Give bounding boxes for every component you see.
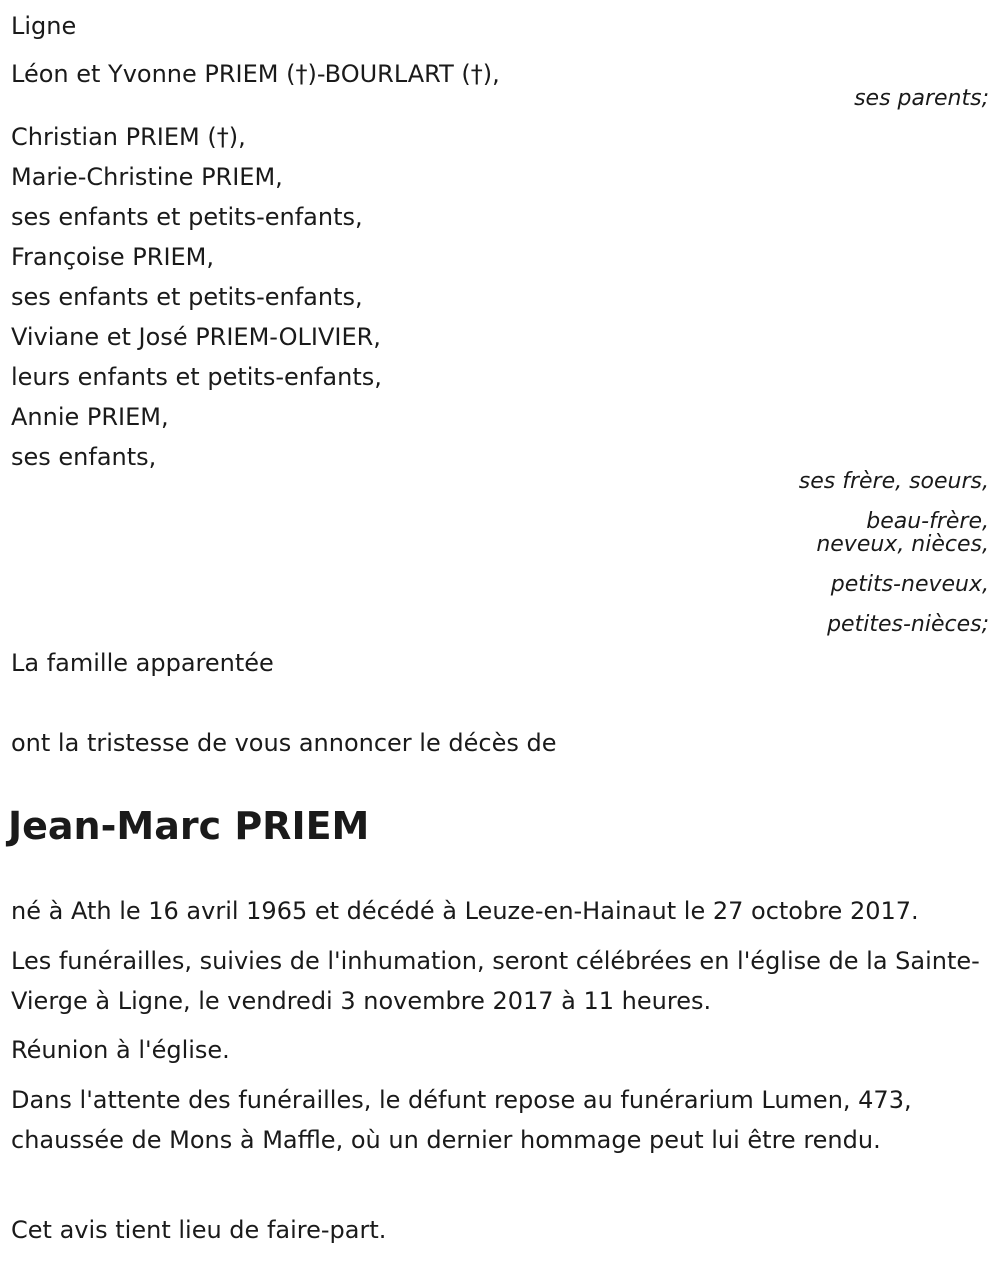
meeting-info: Réunion à l'église.	[11, 1036, 230, 1064]
visitation-info: Dans l'attente des funérailles, le défunt repose au funérarium Lumen, 473, chaussée de Mons à Maffle, où un dernier hommage peut lui être rendu.	[11, 1086, 912, 1154]
deceased-name: Jean-Marc PRIEM	[8, 804, 370, 848]
sibling-role: beau-frère,	[866, 509, 989, 534]
notice-text: Cet avis tient lieu de faire-part.	[11, 1216, 387, 1244]
sibling-role: petits-neveux,	[830, 572, 989, 597]
sibling-line: ses enfants,	[11, 443, 157, 471]
sibling-role: petites-nièces;	[827, 612, 989, 637]
birth-death-info: né à Ath le 16 avril 1965 et décédé à Leuze-en-Hainaut le 27 octobre 2017.	[11, 897, 919, 925]
extended-family: La famille apparentée	[11, 649, 274, 677]
announcement-text: ont la tristesse de vous annoncer le décès de	[11, 729, 557, 757]
sibling-line: ses enfants et petits-enfants,	[11, 283, 363, 311]
sibling-line: leurs enfants et petits-enfants,	[11, 363, 382, 391]
sibling-line: Christian PRIEM (†),	[11, 123, 246, 151]
sibling-line: Marie-Christine PRIEM,	[11, 163, 283, 191]
sibling-line: Annie PRIEM,	[11, 403, 169, 431]
sibling-role: ses frère, soeurs,	[798, 469, 989, 494]
sibling-role: neveux, nièces,	[816, 532, 989, 557]
funeral-info: Les funérailles, suivies de l'inhumation, seront célébrées en l'église de la Sainte-Vierge à Ligne, le vendredi 3 novembre 2017 à 11 heures.	[11, 947, 980, 1015]
sibling-line: Viviane et José PRIEM-OLIVIER,	[11, 323, 381, 351]
parents-role: ses parents;	[854, 86, 989, 111]
parents-names: Léon et Yvonne PRIEM (†)-BOURLART (†),	[11, 60, 500, 88]
sibling-line: ses enfants et petits-enfants,	[11, 203, 363, 231]
location-heading: Ligne	[11, 12, 77, 40]
sibling-line: Françoise PRIEM,	[11, 243, 215, 271]
